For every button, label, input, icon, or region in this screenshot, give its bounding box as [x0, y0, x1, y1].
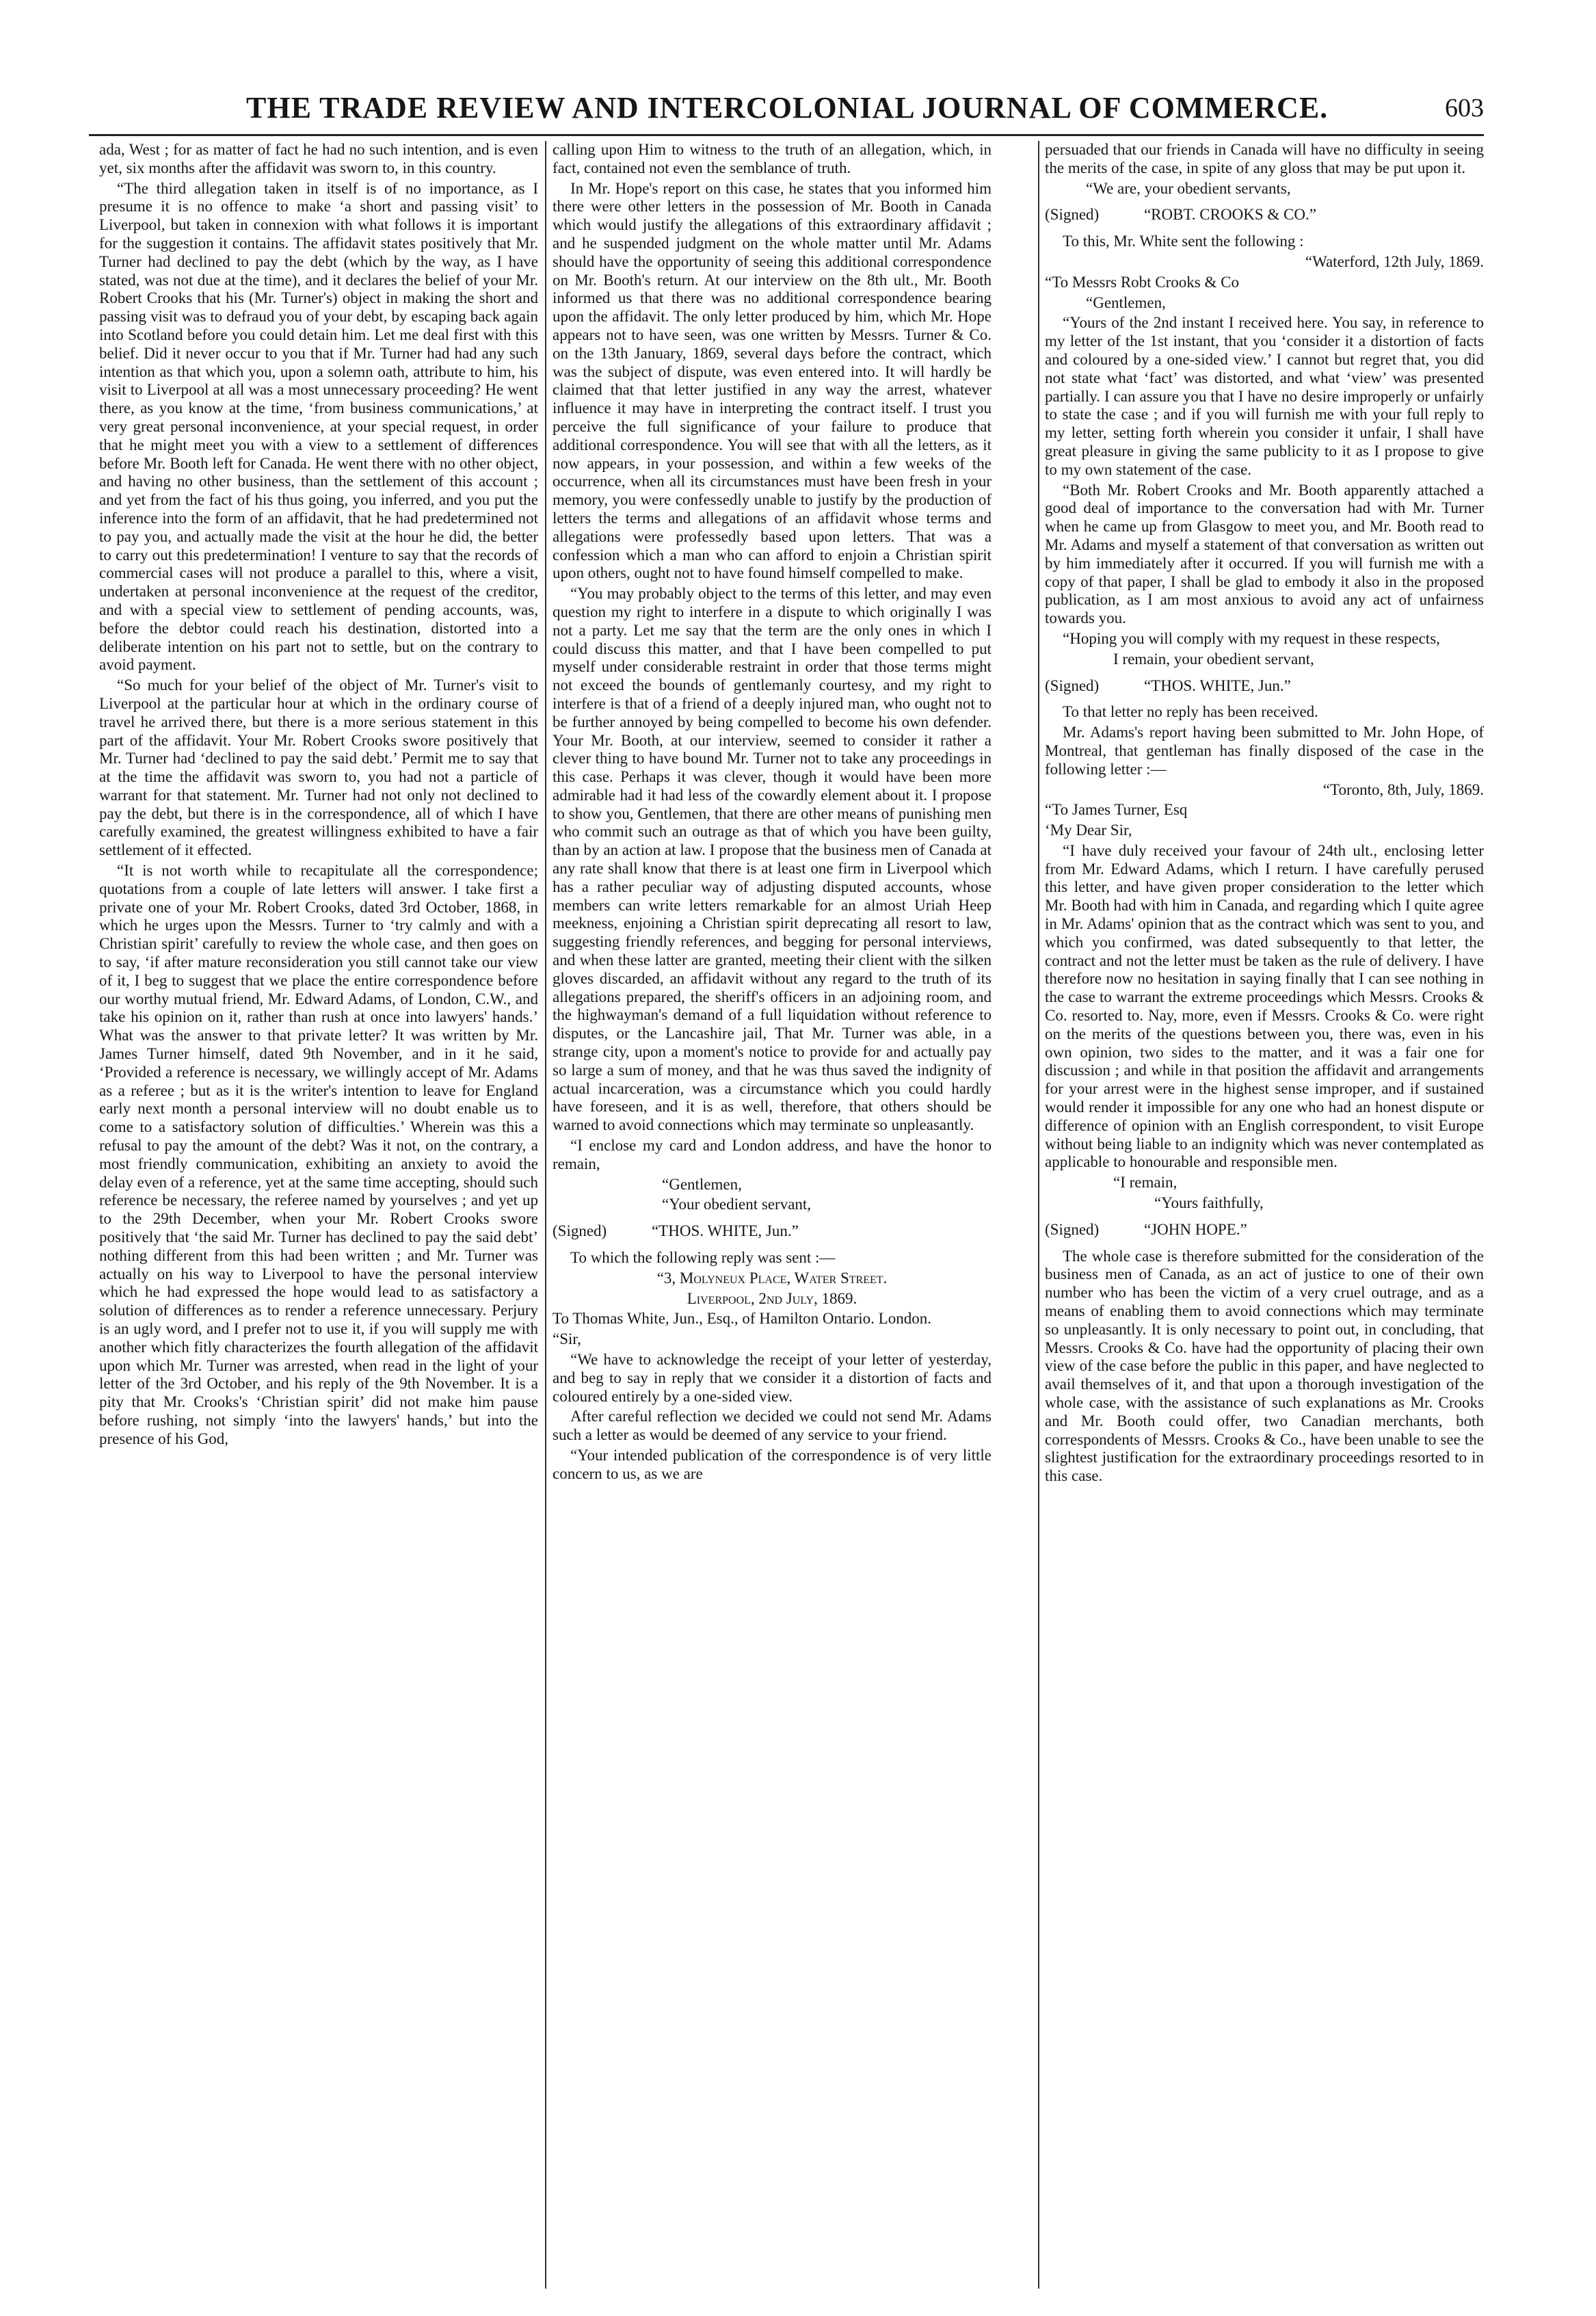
paragraph: “You may probably object to the terms of this letter, and may even question my right to interfere in a dispute to which originally I was not a party. Let me say that the term are the only ones in which I could discuss this matter, and that I have been compelled to put myself under considerable restraint in order that those terms might not exceed the bounds of gentlemanly courtesy, and my right to interfere is that of a friend of a deeply injured man, who ought not to be further annoyed by being compelled to become his own defender. Your Mr. Booth, at our interview, seemed to consider it rather a clever thing to have bound Mr. Turner not to take any proceedings in this case. Perhaps it was clever, though it would have been more admirable had it had less of the cowardly element about it. I propose to show you, Gentlemen, that there are other means of punishing men who commit such an outrage as that of which you have been guilty, than by an action at law. I propose that the business men of Canada at any rate shall know that there is at least one firm in Liverpool which has a rather peculiar way of adjusting disputed accounts, whose members can write letters remarkable for an almost Uriah Heep meekness, enjoining a Christian spirit deprecating all resort to law, suggesting friendly references, and begging for personal interviews, and when these latter are granted, meeting their client with the silken gloves discarded, an affidavit without any regard to the truth of its allegations prepared, the sheriff's officers in an adjoining room, and the highwayman's demand of a full liquidation without reference to disputes, or the Lancashire jail, That Mr. Turner was able, in a strange city, upon a moment's notice to provide for and actually pay so large a sum of money, and that he was thus saved the indignity of actual incarceration, was a circumstance which you could hardly have foreseen, and it is as well, therefore, that others should be warned to avoid connections which may terminate so unpleasantly.	[553, 585, 992, 1134]
paragraph: “Hoping you will comply with my request in these respects,	[1063, 629, 1440, 647]
letter-date: “Waterford, 12th July, 1869.	[1305, 252, 1484, 270]
paragraph: To this, Mr. White sent the following :	[1063, 233, 1304, 250]
letter-closing: “Gentlemen,	[662, 1175, 742, 1193]
signature-line	[1045, 1221, 1484, 1239]
letter-closing: “We are, your obedient servants,	[1086, 179, 1291, 197]
letter-salutation: “Sir,	[553, 1330, 581, 1348]
paragraph: In Mr. Hope's report on this case, he states that you informed him there were other letters in the possession of Mr. Booth in Canada which would justify the allegations of this extraordinary affidavit ; and he suspended judgment on the whole matter until Mr. Adams should have the opportunity of seeing this additional correspondence on Mr. Booth's return. At our interview on the 8th ult., Mr. Booth informed us that there was no additional correspondence bearing upon the affidavit. The only letter produced by him, which Mr. Hope appears not to have seen, was one written by Messrs. Turner & Co. on the 13th January, 1869, several days before the contract, which was the subject of dispute, was even entered into. It will hardly be claimed that that letter justified in any way the arrest, whatever influence it may have in interpreting the contract itself. I trust you perceive the full significance of your failure to produce that additional correspondence. You will see that with all the letters, as it now appears, in your possession, and within a few weeks of the occurrence, when all its circumstances must have been fresh in your memory, you were confessedly unable to justify by the production of letters the terms and allegations of an affidavit whose terms and allegations were professedly based upon letters. That was a confession which a man who can afford to enjoin a Christian spirit upon others, ought not to have found himself compelled to make.	[553, 179, 992, 582]
letter-closing: “I remain,	[1113, 1174, 1178, 1192]
signature-name: “THOS. WHITE, Jun.”	[1143, 676, 1291, 694]
column-1	[99, 141, 538, 2289]
paragraph: After careful reflection we decided we could not send Mr. Adams such a letter as would be deemed of any service to your friend.	[553, 1408, 992, 1444]
letter-salutation: “Gentlemen,	[1086, 293, 1166, 311]
letter-address: “3, Molyneux Place, Water Street.	[656, 1269, 888, 1287]
letter-recipient: “To James Turner, Esq	[1045, 801, 1188, 819]
paragraph: “Yours of the 2nd instant I received here. You say, in reference to my letter of the 1st instant, that you ‘consider it a distortion of facts and coloured by a one-sided view.’ I cannot but regret that, you did not state what ‘fact’ was distorted, and what ‘view’ was presented partially. I can assure you that I have no desire improperly or unfairly to state the case ; and if you will furnish me with your full reply to my letter, setting forth wherein you consider it unfair, I shall have great pleasure in giving the same publicity to it as I propose to give to my own statement of the case.	[1045, 314, 1484, 478]
paragraph: persuaded that our friends in Canada will have no difficulty in seeing the merits of the case, in spite of any gloss that may be put upon it.	[1045, 141, 1484, 176]
paragraph: “So much for your belief of the object of Mr. Turner's visit to Liverpool at the particular hour at which in the ordinary course of travel he arrived there, but there is a more serious statement in this part of the affidavit. Your Mr. Robert Crooks swore positively that Mr. Turner had ‘declined to pay the said debt.’ Permit me to say that at the time the affidavit was sworn to, you had not a particle of warrant for that statement. Mr. Turner had not only not declined to pay the debt, but there is in the correspondence, all of which I have carefully examined, the greatest willingness exhibited to have a fair settlement of it effected.	[99, 676, 538, 859]
column-divider	[545, 141, 546, 2289]
signature-name: “JOHN HOPE.”	[1143, 1220, 1247, 1238]
paragraph: “I have duly received your favour of 24th ult., enclosing letter from Mr. Edward Adams, which I return. I have carefully perused this letter, and have given proper consideration to the letter which Mr. Booth had with him in Canada, and regarding which I quite agree in Mr. Adams' opinion that as the contract which was sent to you, and which you confirmed, was dated subsequently to that letter, the contract and not the letter must be taken as the rule of delivery. I have therefore now no hesitation in saying finally that I can see nothing in the case to warrant the extreme proceedings which Messrs. Crooks & Co. resorted to. Nay, more, even if Messrs. Crooks & Co. were right on the merits of the questions between you, there was, even in his own opinion, two sides to the matter, and it was a fair one for discussion ; and while in that position the affidavit and arrangements for your arrest were in the highest sense improper, and if sustained would render it impossible for any one who had an honest dispute or difference of opinion with an English correspondent, to visit Europe without being liable to an indignity which was never contemplated as applicable to honourable and responsible men.	[1045, 841, 1484, 1171]
paragraph: Mr. Adams's report having been submitted to Mr. John Hope, of Montreal, that gentleman has finally disposed of the case in the following letter :—	[1045, 724, 1484, 778]
signature-line	[553, 1222, 992, 1241]
paragraph: “Both Mr. Robert Crooks and Mr. Booth apparently attached a good deal of importance to the conversation had with Mr. Turner when he came up from Glasgow to meet you, and Mr. Booth read to Mr. Adams and myself a statement of that conversation as written out by him immediately after it occurred. If you will furnish me with a copy of that paper, I shall be glad to embody it also in the proposed publication, as I am most anxious to avoid any act of unfairness towards you.	[1045, 481, 1484, 627]
signature-line	[1045, 677, 1484, 696]
column-2	[553, 141, 992, 2289]
paragraph: “We have to acknowledge the receipt of your letter of yesterday, and beg to say in reply that we consider it a distortion of facts and coloured entirely by a one-sided view.	[553, 1351, 992, 1405]
letter-date: “Toronto, 8th, July, 1869.	[1322, 780, 1484, 798]
signature-name: “ROBT. CROOKS & CO.”	[1143, 206, 1316, 224]
paragraph: To which the following reply was sent :—	[570, 1249, 836, 1267]
letter-closing: I remain, your obedient servant,	[1113, 650, 1314, 668]
running-title: THE TRADE REVIEW AND INTERCOLONIAL JOURNAL OF COMMERCE.	[246, 91, 1329, 124]
letter-closing: “Yours faithfully,	[1154, 1194, 1264, 1212]
signed-label: (Signed)	[1045, 676, 1100, 694]
page-header	[89, 90, 1484, 131]
header-rule	[89, 134, 1484, 136]
letter-closing: “Your obedient servant,	[662, 1196, 812, 1213]
letter-salutation: ‘My Dear Sir,	[1045, 821, 1132, 839]
letter-date: Liverpool, 2nd July, 1869.	[687, 1289, 857, 1307]
paragraph: “It is not worth while to recapitulate all the correspondence; quotations from a couple of late letters will answer. I take first a private one of your Mr. Robert Crooks, dated 3rd October, 1868, in which he urges upon the Messrs. Turner to ‘try calmly and with a Christian spirit’ carefully to review the whole case, and then goes on to say, ‘if after mature reconsideration you still cannot take our view of it, I beg to suggest that we place the entire correspondence before our worthy mutual friend, Mr. Edward Adams, of London, C.W., and take his opinion on it, rather than rush at once into lawyers' hands.’ What was the answer to that private letter? It was written by Mr. James Turner himself, dated 9th November, and in it he said, ‘Provided a reference is necessary, we willingly accept of Mr. Adams as a referee ; but as it is the writer's intention to leave for England early next month a personal interview will no doubt enable us to come to a satisfactory solution of difficulties.’ Wherein was this a refusal to pay the amount of the debt? Was it not, on the contrary, a most friendly communication, exhibiting an anxiety to avoid the delay even of a reference, yet at the same time accepting, should such reference be necessary, the referee named by yourselves ; and yet up to the 29th December, when your Mr. Robert Crooks swore positively that ‘the said Mr. Turner has declined to pay the said debt’ nothing different from this had been written ; and Mr. Turner was actually on his way to Liverpool to have the personal interview which he had expressed the hope would lead to as satisfactory a solution of differences as to render a reference unnecessary. Perjury is an ugly word, and I prefer not to use it, if you will supply me with another which fitly characterizes the fourth allegation of the affidavit upon which Mr. Turner was arrested, when read in the light of your letter of the 3rd October, and his reply of the 9th November. It is a pity that Mr. Crooks's ‘Christian spirit’ did not make him pause before rushing, not simply ‘into the lawyers' hands,’ but into the presence of his God,	[99, 862, 538, 1447]
paragraph: calling upon Him to witness to the truth of an allegation, which, in fact, contained not even the semblance of truth.	[553, 141, 992, 176]
signature-name: “THOS. WHITE, Jun.”	[651, 1222, 799, 1240]
page-number: 603	[1445, 94, 1484, 122]
paragraph: ada, West ; for as matter of fact he had no such intention, and is even yet, six months after the affidavit was sworn to, in this country.	[99, 141, 538, 176]
paragraph: “Your intended publication of the correspondence is of very little concern to us, as we are	[553, 1446, 992, 1482]
column-3	[1045, 141, 1484, 2289]
column-divider	[1038, 141, 1039, 2289]
signed-label: (Signed)	[553, 1222, 607, 1240]
paragraph: The whole case is therefore submitted for the consideration of the business men of Canada, as an act of justice to one of their own number who has been the victim of a very cruel outrage, and as a means of enabling them to avoid connections which may terminate so unpleasantly. It is only necessary to point out, in concluding, that Messrs. Crooks & Co. have had the opportunity of placing their own view of the case before the public in this paper, and have neglected to avail themselves of it, and that upon a thorough investigation of the whole case, with the assistance of such explanations as Mr. Crooks and Mr. Booth could offer, two Canadian merchants, both correspondents of Messrs. Crooks & Co., have been unable to see the slightest justification for the extraordinary proceedings resorted to in this case.	[1045, 1247, 1484, 1485]
letter-recipient: “To Messrs Robt Crooks & Co	[1045, 273, 1239, 291]
paragraph: “I enclose my card and London address, and have the honor to remain,	[553, 1137, 992, 1172]
signature-line	[1045, 206, 1484, 224]
paragraph: “The third allegation taken in itself is of no importance, as I presume it is no offence to make ‘a short and passing visit’ to Liverpool, but taken in connexion with what follows it is important for the suggestion it contains. The affidavit states positively that Mr. Turner had declined to pay the debt (which by the way, as I have stated, was not due at the time), and it declares the belief of your Mr. Robert Crooks that his (Mr. Turner's) object in making the short and passing visit was to defraud you of your debt, by escaping back again into Scotland before you could detain him. Let me deal first with this belief. Did it never occur to you that if Mr. Turner had had any such intention as that which you, upon a solemn oath, attribute to him, his visit to Liverpool at all was a most unnecessary proceeding? He went there, as you know at the time, ‘from business communications,’ at very great personal inconvenience, at your special request, in order that he might meet you with a view to a settlement of differences before Mr. Booth left for Canada. He went there with no other object, and having no other business, than the settlement of this account ; and yet from the fact of his thus going, you inferred, and you put the inference into the form of an affidavit, that he had predetermined not to pay you, and actually made the visit at the hour he did, the better to carry out this predetermination! I venture to say that the records of commercial cases will not produce a parallel to this, where a visit, undertaken at personal inconvenience at the request of the creditor, and with a special view to settlement of pending accounts, was, before the debtor could reach his destination, distorted into a deliberate intention on his part not to settle, but on the contrary to avoid payment.	[99, 179, 538, 674]
letter-recipient: To Thomas White, Jun., Esq., of Hamilton Ontario. London.	[553, 1310, 931, 1328]
signed-label: (Signed)	[1045, 1220, 1100, 1238]
signed-label: (Signed)	[1045, 206, 1100, 224]
paragraph: To that letter no reply has been received.	[1063, 703, 1318, 721]
